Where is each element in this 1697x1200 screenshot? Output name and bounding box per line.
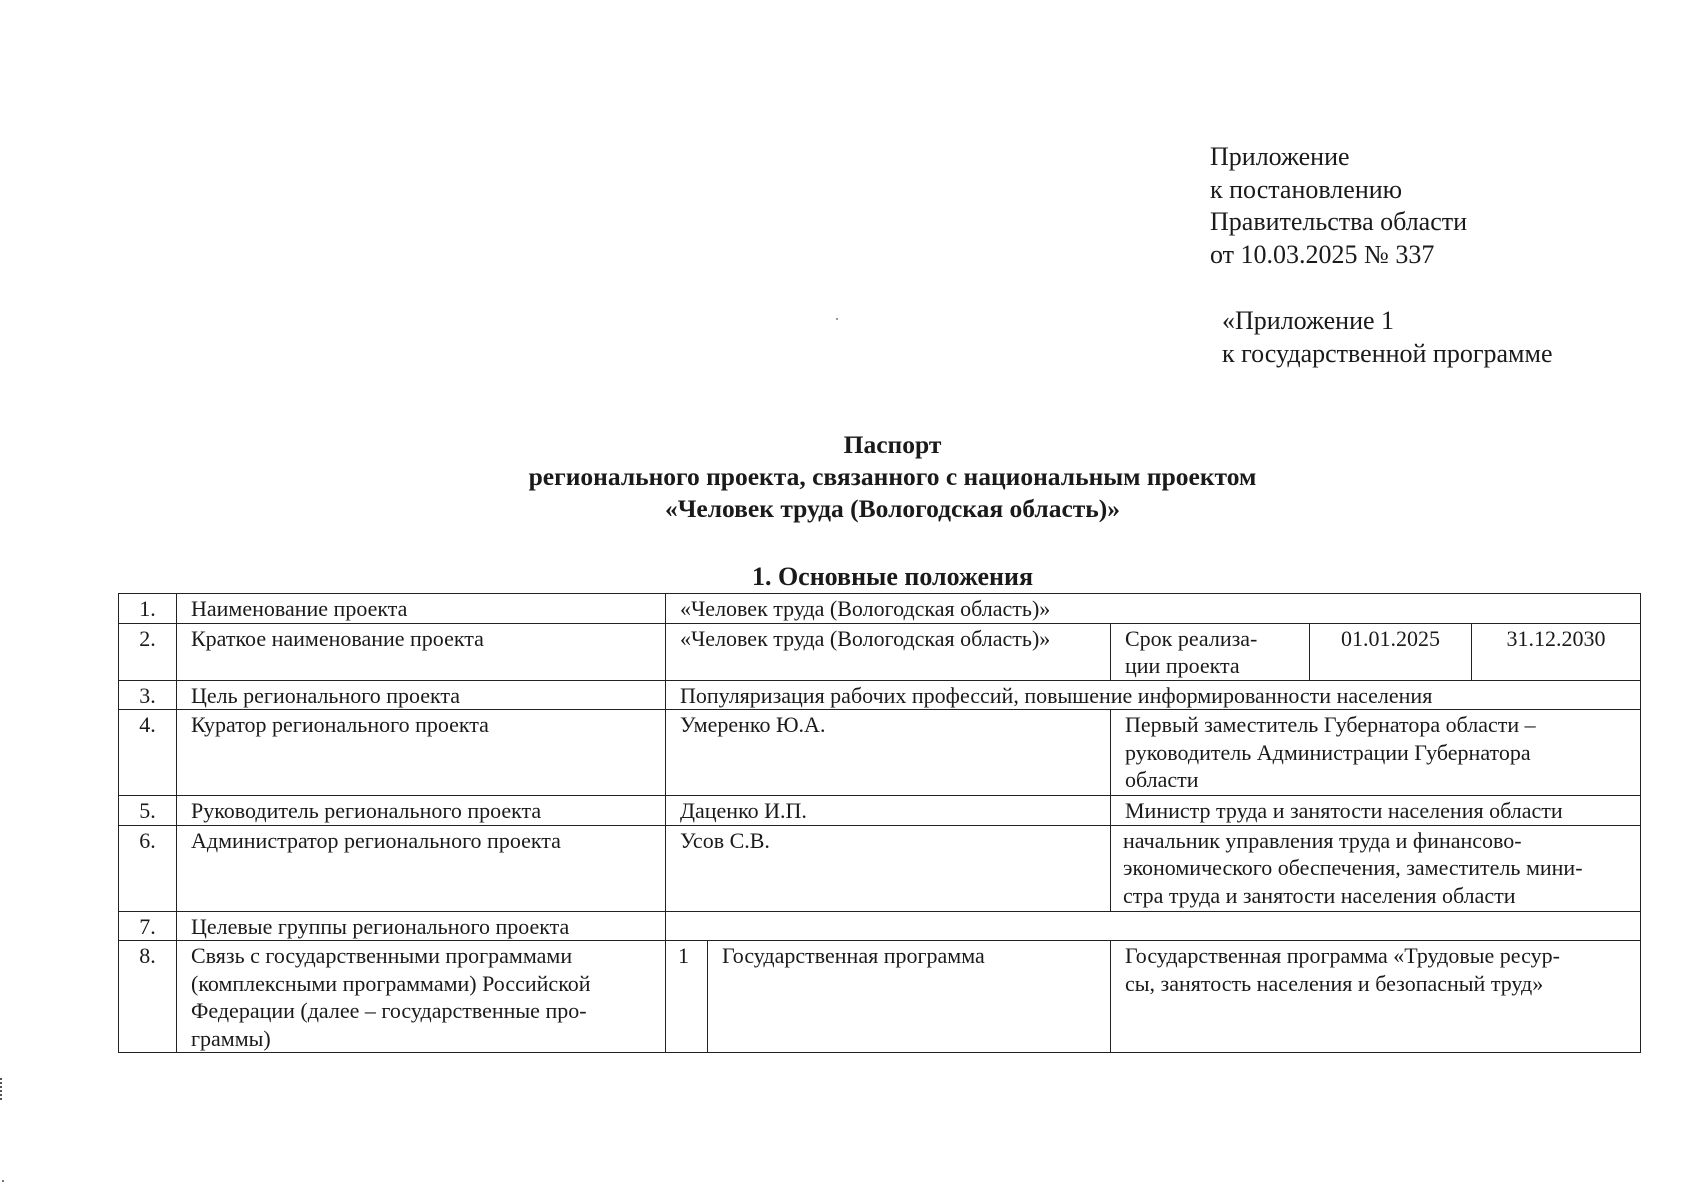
table-row <box>119 825 1641 911</box>
title-line: регионального проекта, связанного с национальным проектом <box>528 462 1257 491</box>
row-label: Целевые группы регионального проекта <box>177 911 666 941</box>
table-row <box>119 796 1641 826</box>
position-text: начальник управления труда и финансово- экономического обеспечения, заместитель мини- стра труда и занятости населения области <box>1123 827 1583 908</box>
row-number: 4. <box>119 710 177 796</box>
scan-speck <box>2 1180 4 1182</box>
row-number: 2. <box>119 623 177 680</box>
title-line: «Человек труда (Вологодская область)» <box>664 494 1121 523</box>
row-label: Руководитель регионального проекта <box>177 796 666 826</box>
row-number: 5. <box>119 796 177 826</box>
row-number: 6. <box>119 825 177 911</box>
table-row <box>119 594 1641 624</box>
attachment-line: Правительства области <box>1210 207 1468 236</box>
row-number: 1. <box>119 594 177 624</box>
scan-edge-mark <box>0 1078 5 1100</box>
row-value: «Человек труда (Вологодская область)» <box>666 594 1641 624</box>
term-label-text: Срок реализа- ции проекта <box>1125 625 1258 678</box>
row-value: Усов С.В. <box>666 825 1111 911</box>
attachment-line: к постановлению <box>1210 174 1403 204</box>
row-value: Популяризация рабочих профессий, повышение информированности населения <box>666 680 1641 710</box>
title-line: Паспорт <box>843 430 942 459</box>
label-text: Связь с государственными программами (комплексными программами) Российской Федерации (далее – государственные про- граммы) <box>191 943 591 1051</box>
scan-speck <box>836 318 838 320</box>
row-label <box>177 941 666 1053</box>
sub-number: 1 <box>666 941 708 1053</box>
row-value: Умеренко Ю.А. <box>666 710 1111 796</box>
row-number: 8. <box>119 941 177 1053</box>
table-row <box>119 941 1641 1053</box>
row-label: Администратор регионального проекта <box>177 825 666 911</box>
term-label <box>1111 623 1310 680</box>
row-position: Министр труда и занятости населения области <box>1111 796 1641 826</box>
row-number: 3. <box>119 680 177 710</box>
position-text: Первый заместитель Губернатора области – руководитель Администрации Губернатора области <box>1125 712 1536 792</box>
passport-table <box>118 593 1641 1053</box>
attachment-line: от 10.03.2025 № 337 <box>1210 239 1435 269</box>
row-label: Наименование проекта <box>177 594 666 624</box>
program-text: Государственная программа «Трудовые ресур- сы, занятость населения и безопасный труд» <box>1125 943 1560 996</box>
row-value: Даценко И.П. <box>666 796 1111 826</box>
row-value <box>666 911 1641 941</box>
term-end-date: 31.12.2030 <box>1472 623 1641 680</box>
attachment-header <box>1210 141 1467 271</box>
row-position <box>1111 710 1641 796</box>
section-title: 1. Основные положения <box>751 562 1034 591</box>
attachment-line: к государственной программе <box>1222 339 1553 368</box>
row-position <box>1111 825 1641 911</box>
attachment-line: «Приложение 1 <box>1222 306 1395 335</box>
document-title <box>0 429 1697 525</box>
sub-label: Государственная программа <box>708 941 1111 1053</box>
row-number: 7. <box>119 911 177 941</box>
row-label: Куратор регионального проекта <box>177 710 666 796</box>
table-row <box>119 623 1641 680</box>
table-row <box>119 680 1641 710</box>
term-start-date: 01.01.2025 <box>1310 623 1472 680</box>
row-label: Цель регионального проекта <box>177 680 666 710</box>
program-name <box>1111 941 1641 1053</box>
attachment-line: Приложение <box>1210 142 1350 171</box>
table-row <box>119 710 1641 796</box>
row-label: Краткое наименование проекта <box>177 623 666 680</box>
table-row <box>119 911 1641 941</box>
row-value: «Человек труда (Вологодская область)» <box>666 623 1111 680</box>
attachment-program-header <box>1222 304 1553 370</box>
